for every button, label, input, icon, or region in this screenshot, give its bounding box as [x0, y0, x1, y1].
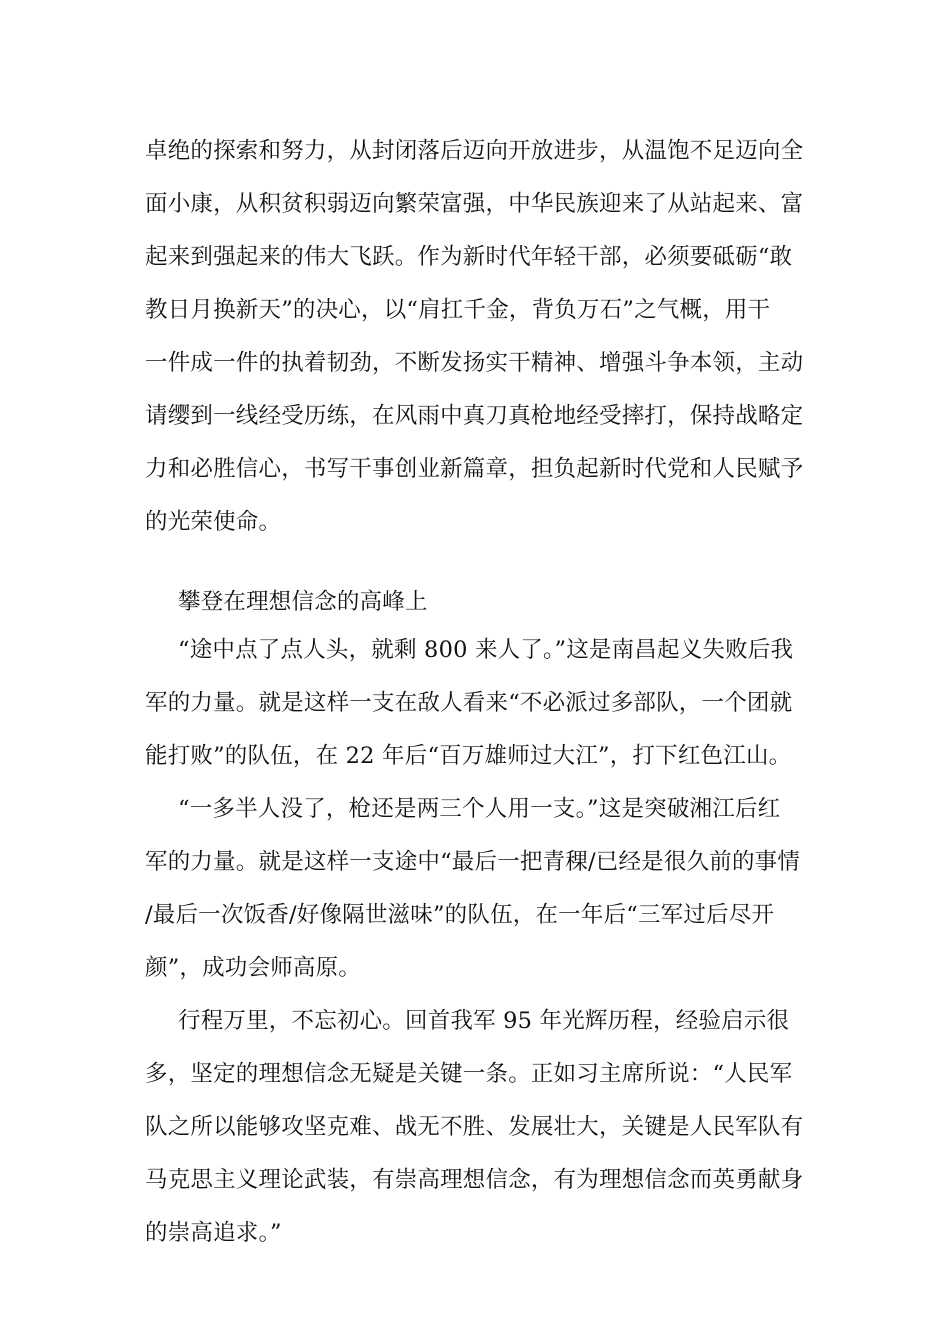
paragraph-4-line-1: “一多半人没了，枪还是两三个人用一支。”这是突破湘江后红	[178, 796, 781, 822]
paragraph-1-line-1: 卓绝的探索和努力，从封闭落后迈向开放进步，从温饱不足迈向全	[145, 138, 804, 164]
paragraph-1-line-4: 教日月换新天”的决心，以“肩扛千金，背负万石”之气概，用干	[145, 297, 771, 323]
paragraph-5-line-2: 多，坚定的理想信念无疑是关键一条。正如习主席所说：“人民军	[145, 1061, 793, 1087]
section-heading: 攀登在理想信念的高峰上	[178, 589, 428, 615]
paragraph-3-line-2: 军的力量。就是这样一支在敌人看来“不必派过多部队，一个团就	[145, 690, 793, 716]
paragraph-5-line-1: 行程万里，不忘初心。回首我军 95 年光辉历程，经验启示很	[178, 1008, 790, 1034]
paragraph-1-line-2: 面小康，从积贫积弱迈向繁荣富强，中华民族迎来了从站起来、富	[145, 191, 804, 217]
paragraph-1-line-5: 一件成一件的执着韧劲，不断发扬实干精神、增强斗争本领，主动	[145, 350, 804, 376]
paragraph-1-line-7: 力和必胜信心，书写干事创业新篇章，担负起新时代党和人民赋予	[145, 456, 804, 482]
paragraph-5-line-3: 队之所以能够攻坚克难、战无不胜、发展壮大，关键是人民军队有	[145, 1114, 804, 1140]
paragraph-5-line-4: 马克思主义理论武装，有崇高理想信念，有为理想信念而英勇献身	[145, 1167, 804, 1193]
paragraph-5-line-5: 的崇高追求。”	[145, 1220, 282, 1246]
paragraph-4-line-3: /最后一次饭香/好像隔世滋味”的队伍，在一年后“三军过后尽开	[145, 902, 775, 928]
paragraph-3-line-1: “途中点了点人头，就剩 800 来人了。”这是南昌起义失败后我	[178, 637, 794, 663]
paragraph-3-line-3: 能打败”的队伍，在 22 年后“百万雄师过大江”，打下红色江山。	[145, 743, 792, 769]
paragraph-4-line-4: 颜”，成功会师高原。	[145, 955, 362, 981]
paragraph-1-line-6: 请缨到一线经受历练，在风雨中真刀真枪地经受摔打，保持战略定	[145, 403, 804, 429]
paragraph-4-line-2: 军的力量。就是这样一支途中“最后一把青稞/已经是很久前的事情	[145, 849, 801, 875]
paragraph-1-line-8: 的光荣使命。	[145, 509, 282, 535]
paragraph-1-line-3: 起来到强起来的伟大飞跃。作为新时代年轻干部，必须要砥砺“敢	[145, 244, 793, 270]
